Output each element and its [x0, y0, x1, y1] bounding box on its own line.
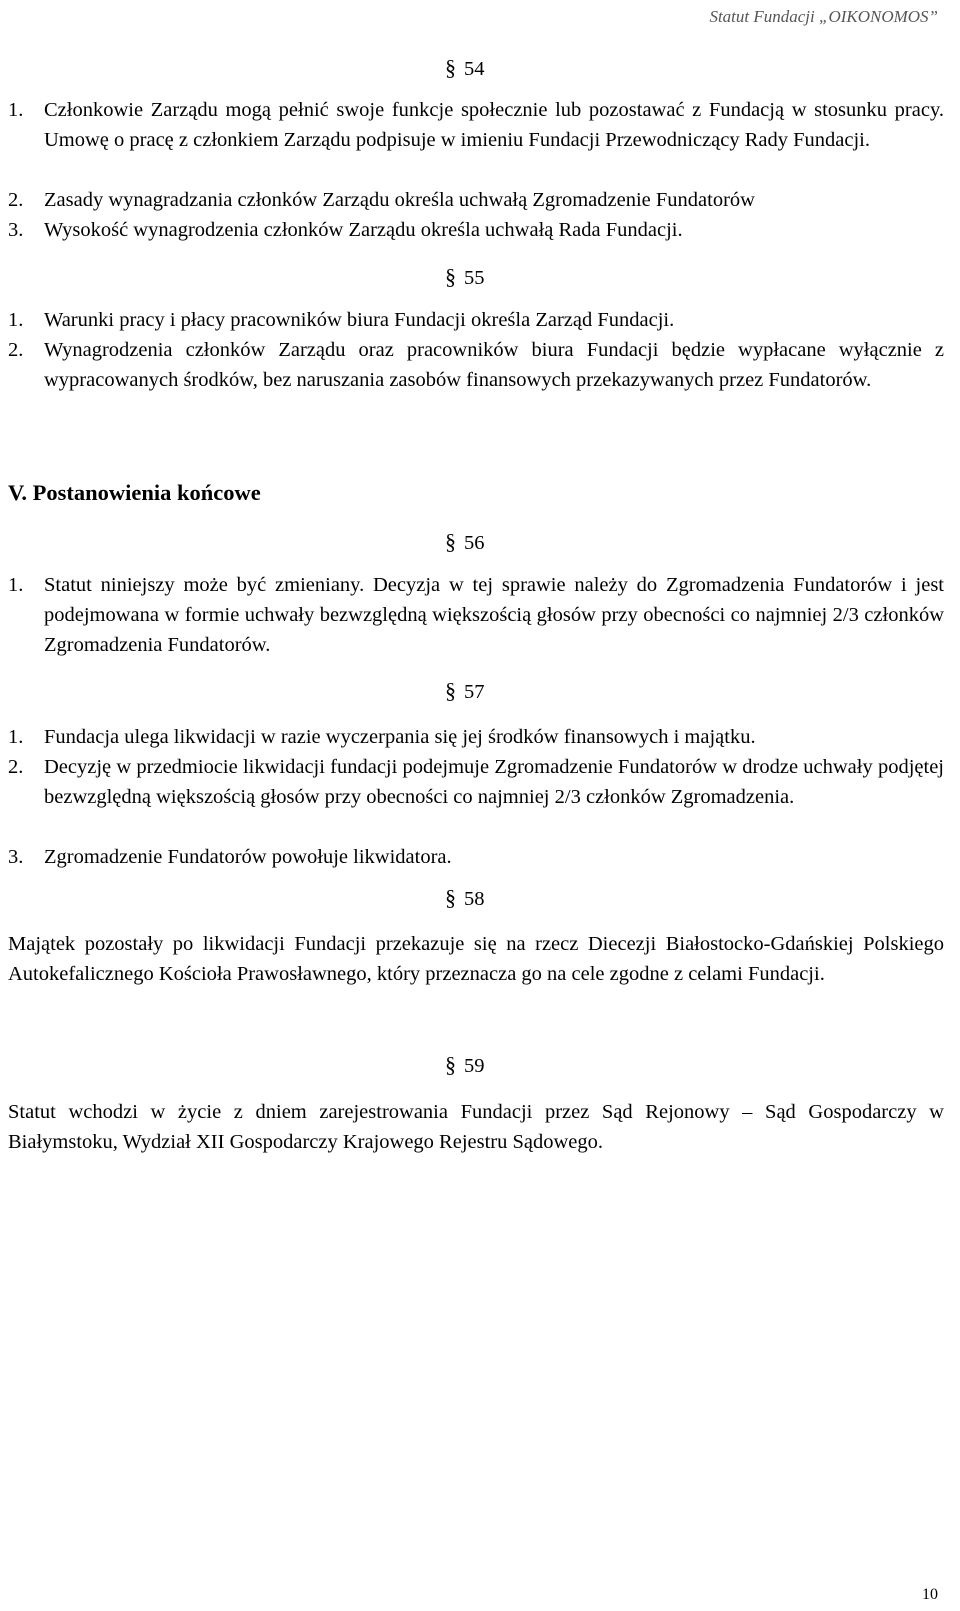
section-symbol: § — [445, 1052, 456, 1077]
section-number: 58 — [464, 888, 485, 910]
section-heading-56 — [445, 527, 485, 558]
section-number: 55 — [464, 267, 485, 289]
item-number: 2. — [8, 339, 24, 361]
section-symbol: § — [445, 264, 456, 289]
list-item — [8, 95, 944, 155]
item-text: Wysokość wynagrodzenia członków Zarządu określa uchwałą Rada Fundacji. — [44, 219, 683, 241]
item-text: Członkowie Zarządu mogą pełnić swoje funkcje społecznie lub pozostawać z Fundacją w stosunku pracy. Umowę o pracę z członkiem Zarządu podpisuje w imieniu Fundacji Przewodniczący Rady Fundacji. — [44, 99, 944, 151]
section-symbol: § — [445, 885, 456, 910]
list-item — [8, 335, 944, 395]
item-text: Zgromadzenie Fundatorów powołuje likwidatora. — [44, 846, 452, 868]
section-heading-59 — [445, 1050, 485, 1081]
running-header: Statut Fundacji „OIKONOMOS” — [709, 7, 938, 26]
section-symbol: § — [445, 55, 456, 80]
item-text: Warunki pracy i płacy pracowników biura Fundacji określa Zarząd Fundacji. — [44, 309, 675, 331]
section-heading-54 — [445, 53, 485, 84]
page-number: 10 — [922, 1586, 938, 1603]
list-item — [8, 215, 944, 245]
section-heading-57 — [445, 676, 485, 707]
section-symbol: § — [445, 678, 456, 703]
item-number: 1. — [8, 574, 24, 596]
list-item — [8, 842, 944, 872]
item-number: 3. — [8, 219, 24, 241]
item-text: Decyzję w przedmiocie likwidacji fundacji podejmuje Zgromadzenie Fundatorów w drodze uchwały podjętej bezwzględną większością głosów przy obecności co najmniej 2/3 członków Zgromadzenia. — [44, 756, 944, 808]
section-heading-58 — [445, 883, 485, 914]
item-number: 1. — [8, 99, 24, 121]
item-text: Statut niniejszy może być zmieniany. Decyzja w tej sprawie należy do Zgromadzenia Fundatorów i jest podejmowana w formie uchwały bezwzględną większością głosów przy obecności co najmniej 2/3 członków Zgromadzenia Fundatorów. — [44, 574, 944, 656]
item-number: 1. — [8, 726, 24, 748]
list-item — [8, 570, 944, 660]
section-number: 57 — [464, 681, 485, 703]
section-heading-55 — [445, 262, 485, 293]
item-text: Zasady wynagradzania członków Zarządu określa uchwałą Zgromadzenie Fundatorów — [44, 189, 755, 211]
chapter-title: V. Postanowienia końcowe — [8, 480, 261, 505]
list-item — [8, 722, 944, 752]
paragraph: Statut wchodzi w życie z dniem zarejestrowania Fundacji przez Sąd Rejonowy – Sąd Gospodarczy w Białymstoku, Wydział XII Gospodarczy Krajowego Rejestru Sądowego. — [8, 1101, 944, 1153]
item-text: Wynagrodzenia członków Zarządu oraz pracowników biura Fundacji będzie wypłacane wyłącznie z wypracowanych środków, bez naruszania zasobów finansowych przekazywanych przez Fundatorów. — [44, 339, 944, 391]
section-number: 59 — [464, 1055, 485, 1077]
list-item — [8, 185, 944, 215]
section-number: 54 — [464, 58, 485, 80]
item-number: 2. — [8, 189, 24, 211]
item-text: Fundacja ulega likwidacji w razie wyczerpania się jej środków finansowych i majątku. — [44, 726, 756, 748]
section-number: 56 — [464, 532, 485, 554]
section-symbol: § — [445, 529, 456, 554]
list-item — [8, 752, 944, 812]
item-number: 3. — [8, 846, 24, 868]
item-number: 2. — [8, 756, 24, 778]
list-item — [8, 305, 944, 335]
item-number: 1. — [8, 309, 24, 331]
paragraph: Majątek pozostały po likwidacji Fundacji przekazuje się na rzecz Diecezji Białostocko-Gdańskiej Polskiego Autokefalicznego Kościoła Prawosławnego, który przeznacza go na cele zgodne z celami Fundacji. — [8, 933, 944, 985]
